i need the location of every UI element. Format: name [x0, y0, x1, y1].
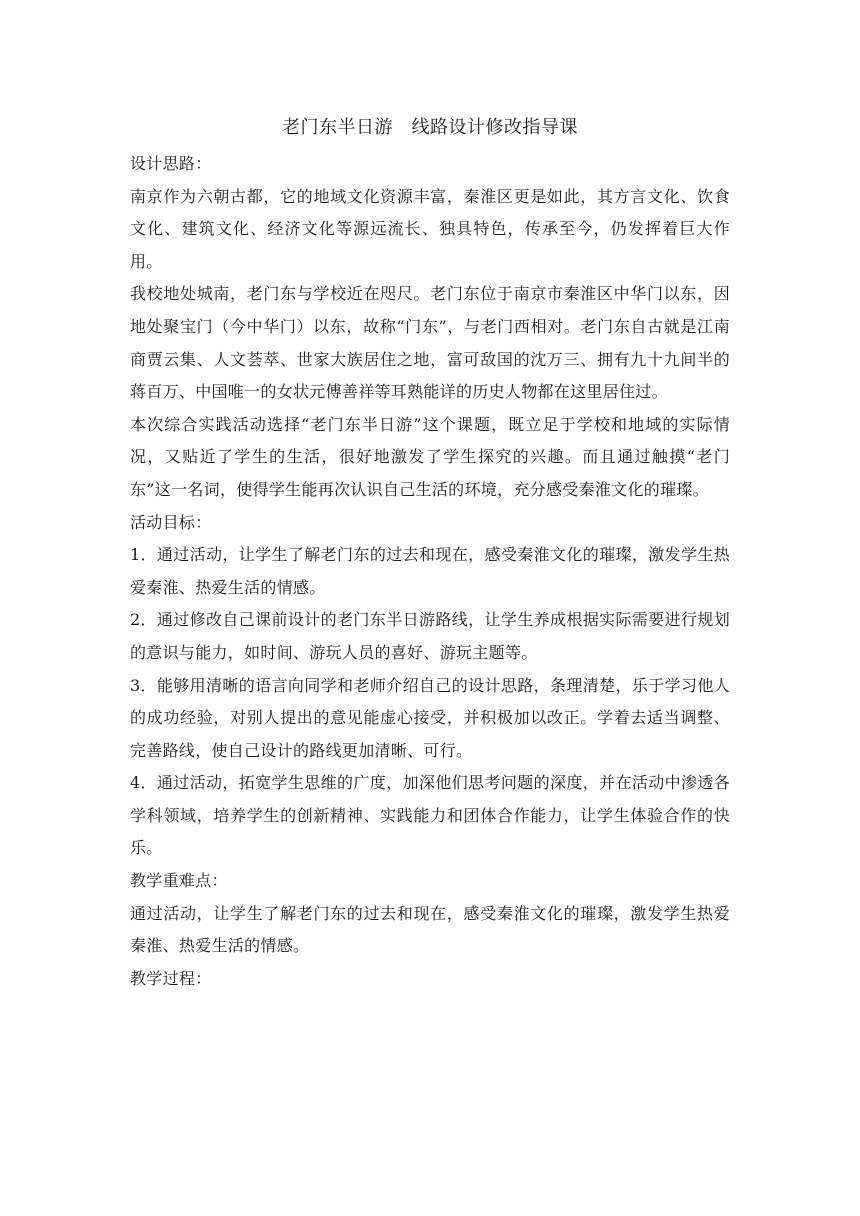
- goal-item-4: 4．通过活动，拓宽学生思维的广度，加深他们思考问题的深度，并在活动中渗透各学科领域，培养学生的创新精神、实践能力和团体合作能力，让学生体验合作的快乐。: [130, 773, 730, 858]
- key-points-heading: 教学重难点：: [130, 871, 228, 891]
- goal-item-2: 2．通过修改自己课前设计的老门东半日游路线，让学生养成根据实际需要进行规划的意识与能力，如时间、游玩人员的喜好、游玩主题等。: [130, 610, 730, 662]
- goal-item-1: 1．通过活动，让学生了解老门东的过去和现在，感受秦淮文化的璀璨，激发学生热爱秦淮、热爱生活的情感。: [130, 545, 730, 597]
- process-heading: 教学过程：: [130, 968, 212, 988]
- page-title: 老门东半日游 线路设计修改指导课: [282, 117, 578, 138]
- design-paragraph-3: 本次综合实践活动选择“老门东半日游”这个课题，既立足于学校和地域的实际情况，又贴近了学生的生活，很好地激发了学生探究的兴趣。而且通过触摸“老门东”这一名词，使得学生能再次认识自己生活的环境，充分感受秦淮文化的璀璨。: [130, 414, 730, 499]
- goals-heading: 活动目标：: [130, 512, 212, 532]
- document-body: [130, 108, 730, 995]
- key-points-paragraph: 通过活动，让学生了解老门东的过去和现在，感受秦淮文化的璀璨，激发学生热爱秦淮、热爱生活的情感。: [130, 903, 730, 956]
- goal-item-3: 3．能够用清晰的语言向同学和老师介绍自己的设计思路，条理清楚，乐于学习他人的成功经验，对别人提出的意见能虚心接受，并积极加以改正。学着去适当调整、完善路线，使自己设计的路线更加清晰、可行。: [130, 675, 730, 760]
- design-heading: 设计思路：: [130, 154, 212, 173]
- design-paragraph-2: 我校地处城南，老门东与学校近在咫尺。老门东位于南京市秦淮区中华门以东，因地处聚宝门（今中华门）以东，故称“门东”，与老门西相对。老门东自古就是江南商贾云集、人文荟萃、世家大族居住之地，富可敌国的沈万三、拥有九十九间半的蒋百万、中国唯一的女状元傅善祥等耳熟能详的历史人物都在这里居住过。: [130, 284, 730, 402]
- design-paragraph-1: 南京作为六朝古都，它的地域文化资源丰富，秦淮区更是如此，其方言文化、饮食文化、建筑文化、经济文化等源远流长、独具特色，传承至今，仍发挥着巨大作用。: [130, 186, 730, 271]
